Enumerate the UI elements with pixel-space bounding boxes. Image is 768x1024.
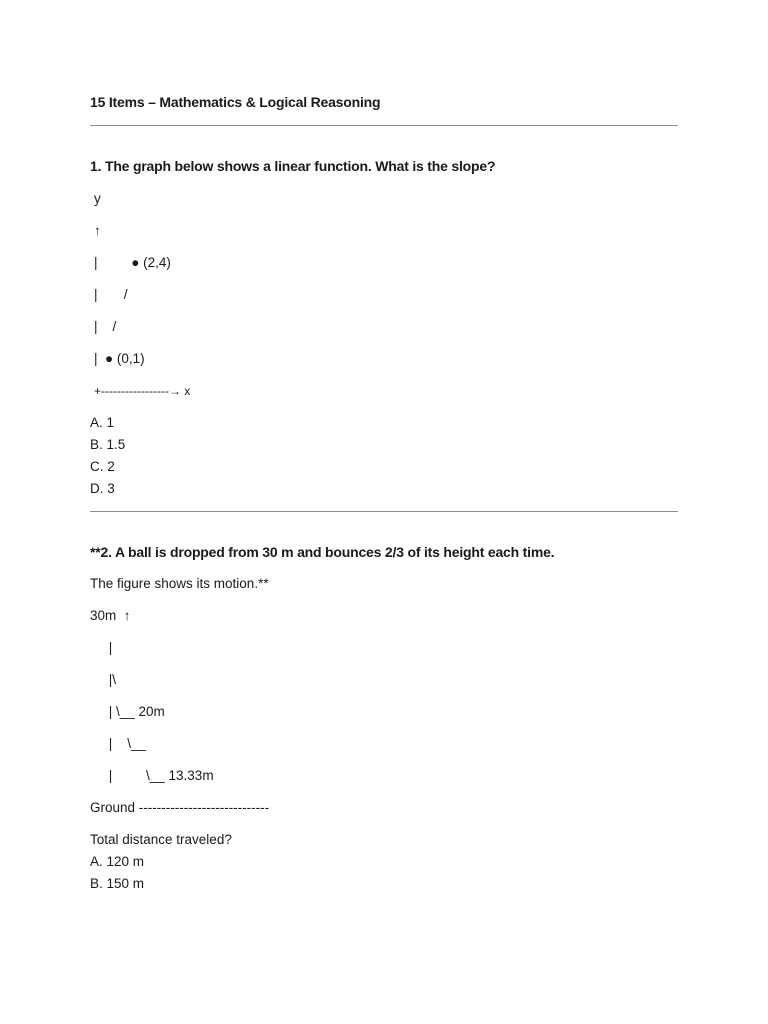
figure-line: | \__: [90, 736, 147, 751]
question-2-subtitle: The figure shows its motion.**: [90, 576, 269, 591]
question-2-text: **2. A ball is dropped from 30 m and bounces 2/3 of its height each time.: [90, 544, 555, 560]
option: C. 2: [90, 459, 115, 474]
option: B. 1.5: [90, 437, 126, 452]
graph-line: | ● (2,4): [94, 255, 171, 270]
option: D. 3: [90, 481, 115, 496]
divider: [90, 511, 678, 512]
figure-line: | \__ 20m: [90, 704, 165, 719]
graph-line: y: [94, 191, 101, 206]
graph-line: | /: [94, 287, 128, 302]
graph-line: ↑: [94, 223, 101, 238]
figure-line: |\: [90, 672, 117, 687]
option: B. 150 m: [90, 876, 145, 891]
graph-line: +-----------------→ x: [94, 384, 191, 398]
graph-line: | /: [94, 319, 117, 334]
page-title: 15 Items – Mathematics & Logical Reasoning: [90, 94, 381, 110]
figure-line: |: [90, 640, 113, 655]
question-2-prompt: Total distance traveled?: [90, 832, 232, 847]
divider: [90, 125, 678, 126]
option: A. 120 m: [90, 854, 145, 869]
figure-line: | \__ 13.33m: [90, 768, 214, 783]
question-1-text: 1. The graph below shows a linear function. What is the slope?: [90, 158, 496, 174]
figure-line: Ground -----------------------------: [90, 800, 270, 815]
option: A. 1: [90, 415, 115, 430]
figure-line: 30m ↑: [90, 608, 131, 623]
graph-line: | ● (0,1): [94, 351, 145, 366]
